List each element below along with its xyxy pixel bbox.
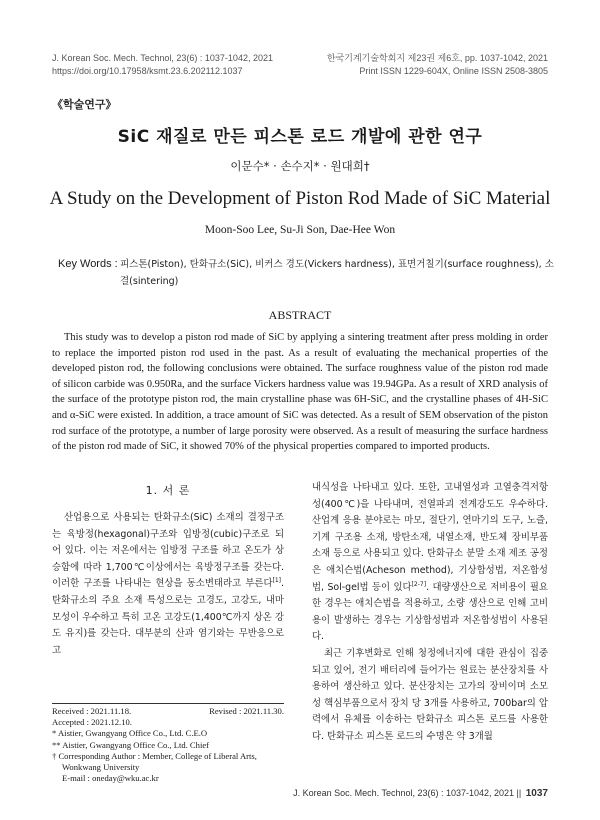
footnote-divider [52,703,284,704]
footer-citation: J. Korean Soc. Mech. Technol, 23(6) : 1037-1042, 2021 || [293,788,522,798]
keywords-text: 피스톤(Piston), 탄화규소(SiC), 비커스 경도(Vickers hardness), 표면거칠기(surface roughness), 소결(sintering) [120,259,554,287]
journal-header-left [52,52,273,78]
authors-korean: 이문수* · 손수지* · 원대희† [230,159,370,173]
corresponding-email[interactable]: E-mail : oneday@wku.ac.kr [62,773,159,784]
accepted-date: Accepted : 2021.12.10. [52,717,132,728]
author-affiliation-1: * Aistier, Gwangyang Office Co., Ltd. C.E.O [52,728,208,739]
intro-right-column [312,480,548,746]
authors-english: Moon-Soo Lee, Su-Ji Son, Dae-Hee Won [204,224,396,236]
revised-date: Revised : 2021.11.30. [209,706,284,716]
corresponding-affiliation: Wonkwang University [62,761,140,772]
author-affiliation-2: ** Aistier, Gwangyang Office Co., Ltd. Chief [52,739,210,750]
page-footer [293,788,548,799]
intro-left-column [52,510,284,659]
journal-citation: J. Korean Soc. Mech. Technol, 23(6) : 1037-1042, 2021 [52,53,273,63]
issn-info: Print ISSN 1229-604X, Online ISSN 2508-3805 [359,66,548,76]
title-korean: SiC 재질로 만든 피스톤 로드 개발에 관한 연구 [117,127,483,147]
abstract-body: This study was to develop a piston rod made of SiC by applying a sintering treatment after press molding in order to replace the imported piston rod used in the past. As a result of evaluating the mechanical properties of the developed piston rod, the following conclusions were obtained. The surface roughness value of the piston rod made of silicon carbide was 0.950Ra, and the surface Vickers hardness value was 19.94GPa. As a result of XRD analysis of the surface of the prototype piston rod, the main crystalline phase was 6H-SiC, and the crystalline phases of 4H-SiC and α-SiC were existed. In addition, a trace amount of SiC was detected. As a result of SEM observation of the piston rod surface of the prototype, a number of large porosity were observed. As a result of measuring the surface hardness of the piston rod made of SiC, it showed 70% of the physical properties compared to imported products. [52,332,548,453]
citation-ref[interactable]: [2-7] [411,580,427,588]
journal-header-right [327,52,548,78]
abstract-heading: ABSTRACT [268,308,332,322]
intro-text-part2: . 탄화규소의 주요 소재 특성으로는 고경도, 고강도, 내마모성이 우수하고 특히 고온 고강도(1,400℃까지 상온 강도 유지)를 갖는다. 대부분의 산과 염기와는 무반응으로 고 [52,578,284,656]
article-category: 《학술연구》 [52,98,117,111]
intro-text-part1: 산업용으로 사용되는 탄화규소(SiC) 소재의 결정구조는 육방정(hexagonal)구조와 입방정(cubic)구조로 되어 있다. 이는 저온에서는 입방정 구조를 하고 온도가 상승함에 따라 1,700℃이상에서는 육방정구조를 갖는다. 이러한 구조를 나타내는 현상을 동소변태라고 부른다 [52,512,284,590]
keywords-label: Key Words : [58,258,118,270]
title-english: A Study on the Development of Piston Rod Made of SiC Material [49,188,551,209]
page-number: 1037 [525,788,548,799]
dates-row [52,706,284,717]
received-date: Received : 2021.11.18. [52,706,132,716]
intro-right-paragraph-1 [312,480,548,646]
section-heading-introduction: 1. 서 론 [145,484,191,497]
footnotes [52,706,284,784]
intro-right-text-part2: . 대량생산으로 저비용이 필요한 경우는 애치슨법을 적용하고, 소량 생산으로 인해 고비용이 발생하는 경우는 기상합성법과 저온합성법이 사용된다. [312,581,548,643]
citation-ref[interactable]: [1] [272,577,282,585]
journal-citation-korean: 한국기계기술학회지 제23권 제6호, pp. 1037-1042, 2021 [326,53,548,63]
corresponding-author: † Corresponding Author : Member, College of Liberal Arts, [52,750,257,761]
intro-right-text-part1: 내식성을 나타내고 있다. 또한, 고내열성과 고열충격저항성(400℃)을 나타내며, 전열파괴 전계강도도 우수하다. 산업계 응용 분야로는 마모, 절단기, 연마기의 도구, 노즐, 기계 구조용 소재, 방탄소재, 내열소재, 반도체 장비부품 소재 등으로 사용되고 있다. 탄화규소 분말 소재 제조 공정은 애치슨법(Acheson method), 기상합성법, 저온합성법, Sol-gel법 등이 있다 [312,482,548,593]
intro-right-paragraph-2: 최근 기후변화로 인해 청정에너지에 대한 관심이 집중되고 있어, 전기 배터리에 들어가는 원료는 분산장치를 사용하여 생산하고 있다. 분산장치는 고가의 장비이며 소모성 핵심부품으로서 장치 당 3개를 사용하고, 700bar의 압력에서 유체를 이송하는 탄화규소 피스톤 로드를 사용한다. 탄화규소 피스톤 로드의 수명은 약 3개월 [312,647,548,742]
doi-link[interactable]: https://doi.org/10.17958/ksmt.23.6.202112.1037 [52,66,243,76]
